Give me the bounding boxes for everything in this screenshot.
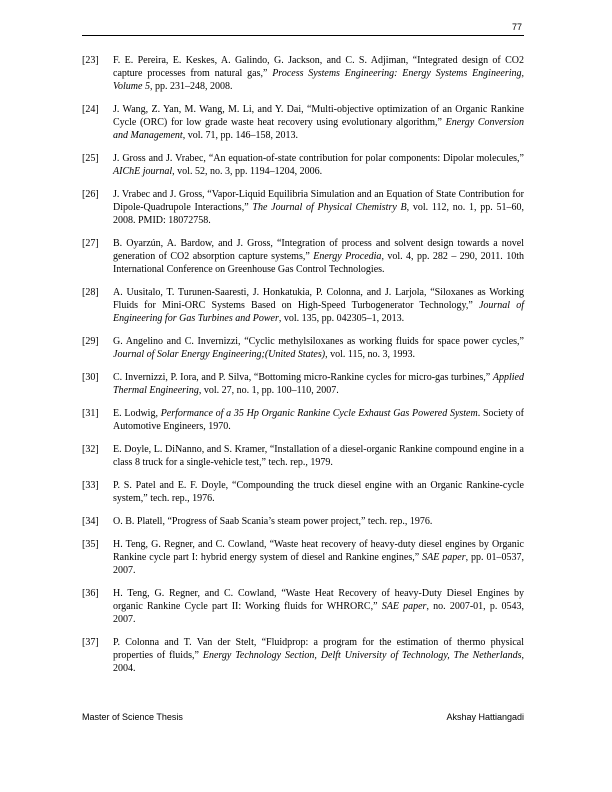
reference-details: , pp. 231–248, 2008. bbox=[149, 81, 233, 92]
reference-text bbox=[113, 335, 524, 361]
reference-authors-title: C. Invernizzi, P. Iora, and P. Silva, “Bottoming micro-Rankine cycles for micro-gas turbines,” bbox=[113, 372, 493, 383]
reference-venue: The Journal of Physical Chemistry B bbox=[252, 202, 407, 213]
reference-details: , vol. 115, no. 3, 1993. bbox=[325, 349, 416, 360]
reference-authors-title: H. Teng, G. Regner, and C. Cowland, “Waste heat recovery of heavy-duty diesel engines by Organic Rankine cycle part I: hybrid energy system of diesel and Rankine engines,” bbox=[113, 539, 524, 563]
reference-text bbox=[113, 188, 524, 227]
reference-details: , vol. 135, pp. 042305–1, 2013. bbox=[278, 313, 405, 324]
reference-item bbox=[82, 188, 524, 227]
reference-text bbox=[113, 237, 524, 276]
reference-venue: AIChE journal bbox=[113, 166, 173, 177]
reference-item bbox=[82, 443, 524, 469]
footer-thesis-type: Master of Science Thesis bbox=[82, 712, 183, 722]
reference-number: [30] bbox=[82, 372, 99, 383]
reference-text bbox=[113, 636, 524, 675]
reference-authors-title: H. Teng, G. Regner, and C. Cowland, “Waste Heat Recovery of heavy-Duty Diesel Engines by organic Rankine Cycle part II: Working fluids for WHRORC,” bbox=[113, 588, 524, 612]
reference-venue: SAE paper bbox=[381, 601, 427, 612]
reference-authors-title: E. Lodwig, bbox=[113, 408, 161, 419]
reference-text bbox=[113, 538, 524, 577]
reference-number: [36] bbox=[82, 588, 99, 599]
reference-text bbox=[113, 286, 524, 325]
reference-authors-title: P. S. Patel and E. F. Doyle, “Compounding the truck diesel engine with an Organic Rankine-cycle system,” tech. rep., 1976. bbox=[113, 480, 524, 504]
reference-number: [37] bbox=[82, 637, 99, 648]
reference-number: [27] bbox=[82, 238, 99, 249]
reference-venue: Process Systems Engineering: Energy Systems Engineering, Volume 5 bbox=[113, 68, 524, 92]
reference-item bbox=[82, 103, 524, 142]
reference-text bbox=[113, 152, 524, 178]
reference-details: , pp. 01–0537, 2007. bbox=[113, 552, 524, 576]
reference-authors-title: P. Colonna and T. Van der Stelt, “Fluidprop: a program for the estimation of thermo physical properties of fluids,” bbox=[113, 637, 524, 661]
reference-text bbox=[113, 371, 524, 397]
reference-item bbox=[82, 407, 524, 433]
reference-number: [32] bbox=[82, 444, 99, 455]
reference-details: , no. 2007-01, p. 0543, 2007. bbox=[113, 601, 525, 625]
reference-venue: Applied Thermal Engineering bbox=[113, 372, 524, 396]
reference-authors-title: J. Vrabec and J. Gross, “Vapor-Liquid Equilibria Simulation and an Equation of State Contribution for Dipole-Quadrupole Interactions,” bbox=[113, 189, 524, 213]
reference-list bbox=[82, 54, 524, 685]
reference-item bbox=[82, 335, 524, 361]
reference-authors-title: O. B. Platell, “Progress of Saab Scania’s steam power project,” tech. rep., 1976. bbox=[113, 516, 433, 527]
reference-number: [34] bbox=[82, 516, 99, 527]
reference-authors-title: E. Doyle, L. DiNanno, and S. Kramer, “Installation of a diesel-organic Rankine compound engine in a class 8 truck for a single-vehicle test,” tech. rep., 1979. bbox=[113, 444, 524, 468]
reference-item bbox=[82, 636, 524, 675]
reference-item bbox=[82, 237, 524, 276]
reference-venue: Energy Procedia bbox=[313, 251, 382, 262]
reference-number: [33] bbox=[82, 480, 99, 491]
reference-details: , vol. 27, no. 1, pp. 100–110, 2007. bbox=[198, 385, 339, 396]
reference-item bbox=[82, 515, 524, 528]
reference-authors-title: F. E. Pereira, E. Keskes, A. Galindo, G. Jackson, and C. S. Adjiman, “Integrated design of CO2 capture processes from natural gas,” bbox=[113, 55, 524, 79]
reference-text bbox=[113, 407, 524, 433]
reference-venue: Performance of a 35 Hp Organic Rankine Cycle Exhaust Gas Powered System bbox=[160, 408, 478, 419]
reference-venue: Journal of Solar Energy Engineering;(United States) bbox=[113, 349, 326, 360]
reference-number: [28] bbox=[82, 287, 99, 298]
reference-details: , vol. 52, no. 3, pp. 1194–1204, 2006. bbox=[172, 166, 323, 177]
page-number: 77 bbox=[511, 22, 522, 32]
reference-text bbox=[113, 479, 524, 505]
reference-item bbox=[82, 54, 524, 93]
reference-authors-title: A. Uusitalo, T. Turunen-Saaresti, J. Honkatukia, P. Colonna, and J. Larjola, “Siloxanes as Working Fluids for Mini-ORC Systems Based on High-Speed Turbogenerator Technology,” bbox=[113, 287, 524, 311]
reference-item bbox=[82, 152, 524, 178]
reference-number: [23] bbox=[82, 55, 99, 66]
reference-text bbox=[113, 515, 524, 528]
reference-venue: SAE paper bbox=[422, 552, 466, 563]
header-rule bbox=[82, 35, 524, 36]
reference-authors-title: J. Gross and J. Vrabec, “An equation-of-state contribution for polar components: Dipolar molecules,” bbox=[113, 153, 524, 164]
reference-number: [24] bbox=[82, 104, 99, 115]
reference-text bbox=[113, 587, 524, 626]
footer-author: Akshay Hattiangadi bbox=[446, 712, 524, 722]
reference-number: [25] bbox=[82, 153, 99, 164]
reference-details: . Society of Automotive Engineers, 1970. bbox=[113, 408, 525, 432]
reference-authors-title: J. Wang, Z. Yan, M. Wang, M. Li, and Y. Dai, “Multi-objective optimization of an Organic Rankine Cycle (ORC) for low grade waste heat recovery using evolutionary algorithm,” bbox=[113, 104, 524, 128]
reference-text bbox=[113, 443, 524, 469]
reference-details: , 2004. bbox=[113, 650, 524, 674]
reference-details: , vol. 112, no. 1, pp. 51–60, 2008. PMID: 18072758. bbox=[113, 202, 524, 226]
reference-text bbox=[113, 54, 524, 93]
reference-authors-title: G. Angelino and C. Invernizzi, “Cyclic methylsiloxanes as working fluids for space power cycles,” bbox=[113, 336, 524, 347]
reference-text bbox=[113, 103, 524, 142]
reference-authors-title: B. Oyarzún, A. Bardow, and J. Gross, “Integration of process and solvent design towards a novel generation of CO2 absorption capture systems,” bbox=[113, 238, 524, 262]
reference-item bbox=[82, 479, 524, 505]
reference-item bbox=[82, 538, 524, 577]
reference-details: , vol. 71, pp. 146–158, 2013. bbox=[182, 130, 298, 141]
reference-number: [26] bbox=[82, 189, 99, 200]
reference-item bbox=[82, 286, 524, 325]
reference-venue: Energy Conversion and Management bbox=[113, 117, 524, 141]
reference-number: [31] bbox=[82, 408, 99, 419]
reference-venue: Journal of Engineering for Gas Turbines and Power bbox=[113, 300, 524, 324]
reference-details: , vol. 4, pp. 282 – 290, 2011. 10th International Conference on Greenhouse Gas Control Technologies. bbox=[113, 251, 524, 275]
reference-item bbox=[82, 371, 524, 397]
reference-number: [29] bbox=[82, 336, 99, 347]
reference-item bbox=[82, 587, 524, 626]
reference-number: [35] bbox=[82, 539, 99, 550]
reference-venue: Energy Technology Section, Delft University of Technology, The Netherlands bbox=[202, 650, 522, 661]
